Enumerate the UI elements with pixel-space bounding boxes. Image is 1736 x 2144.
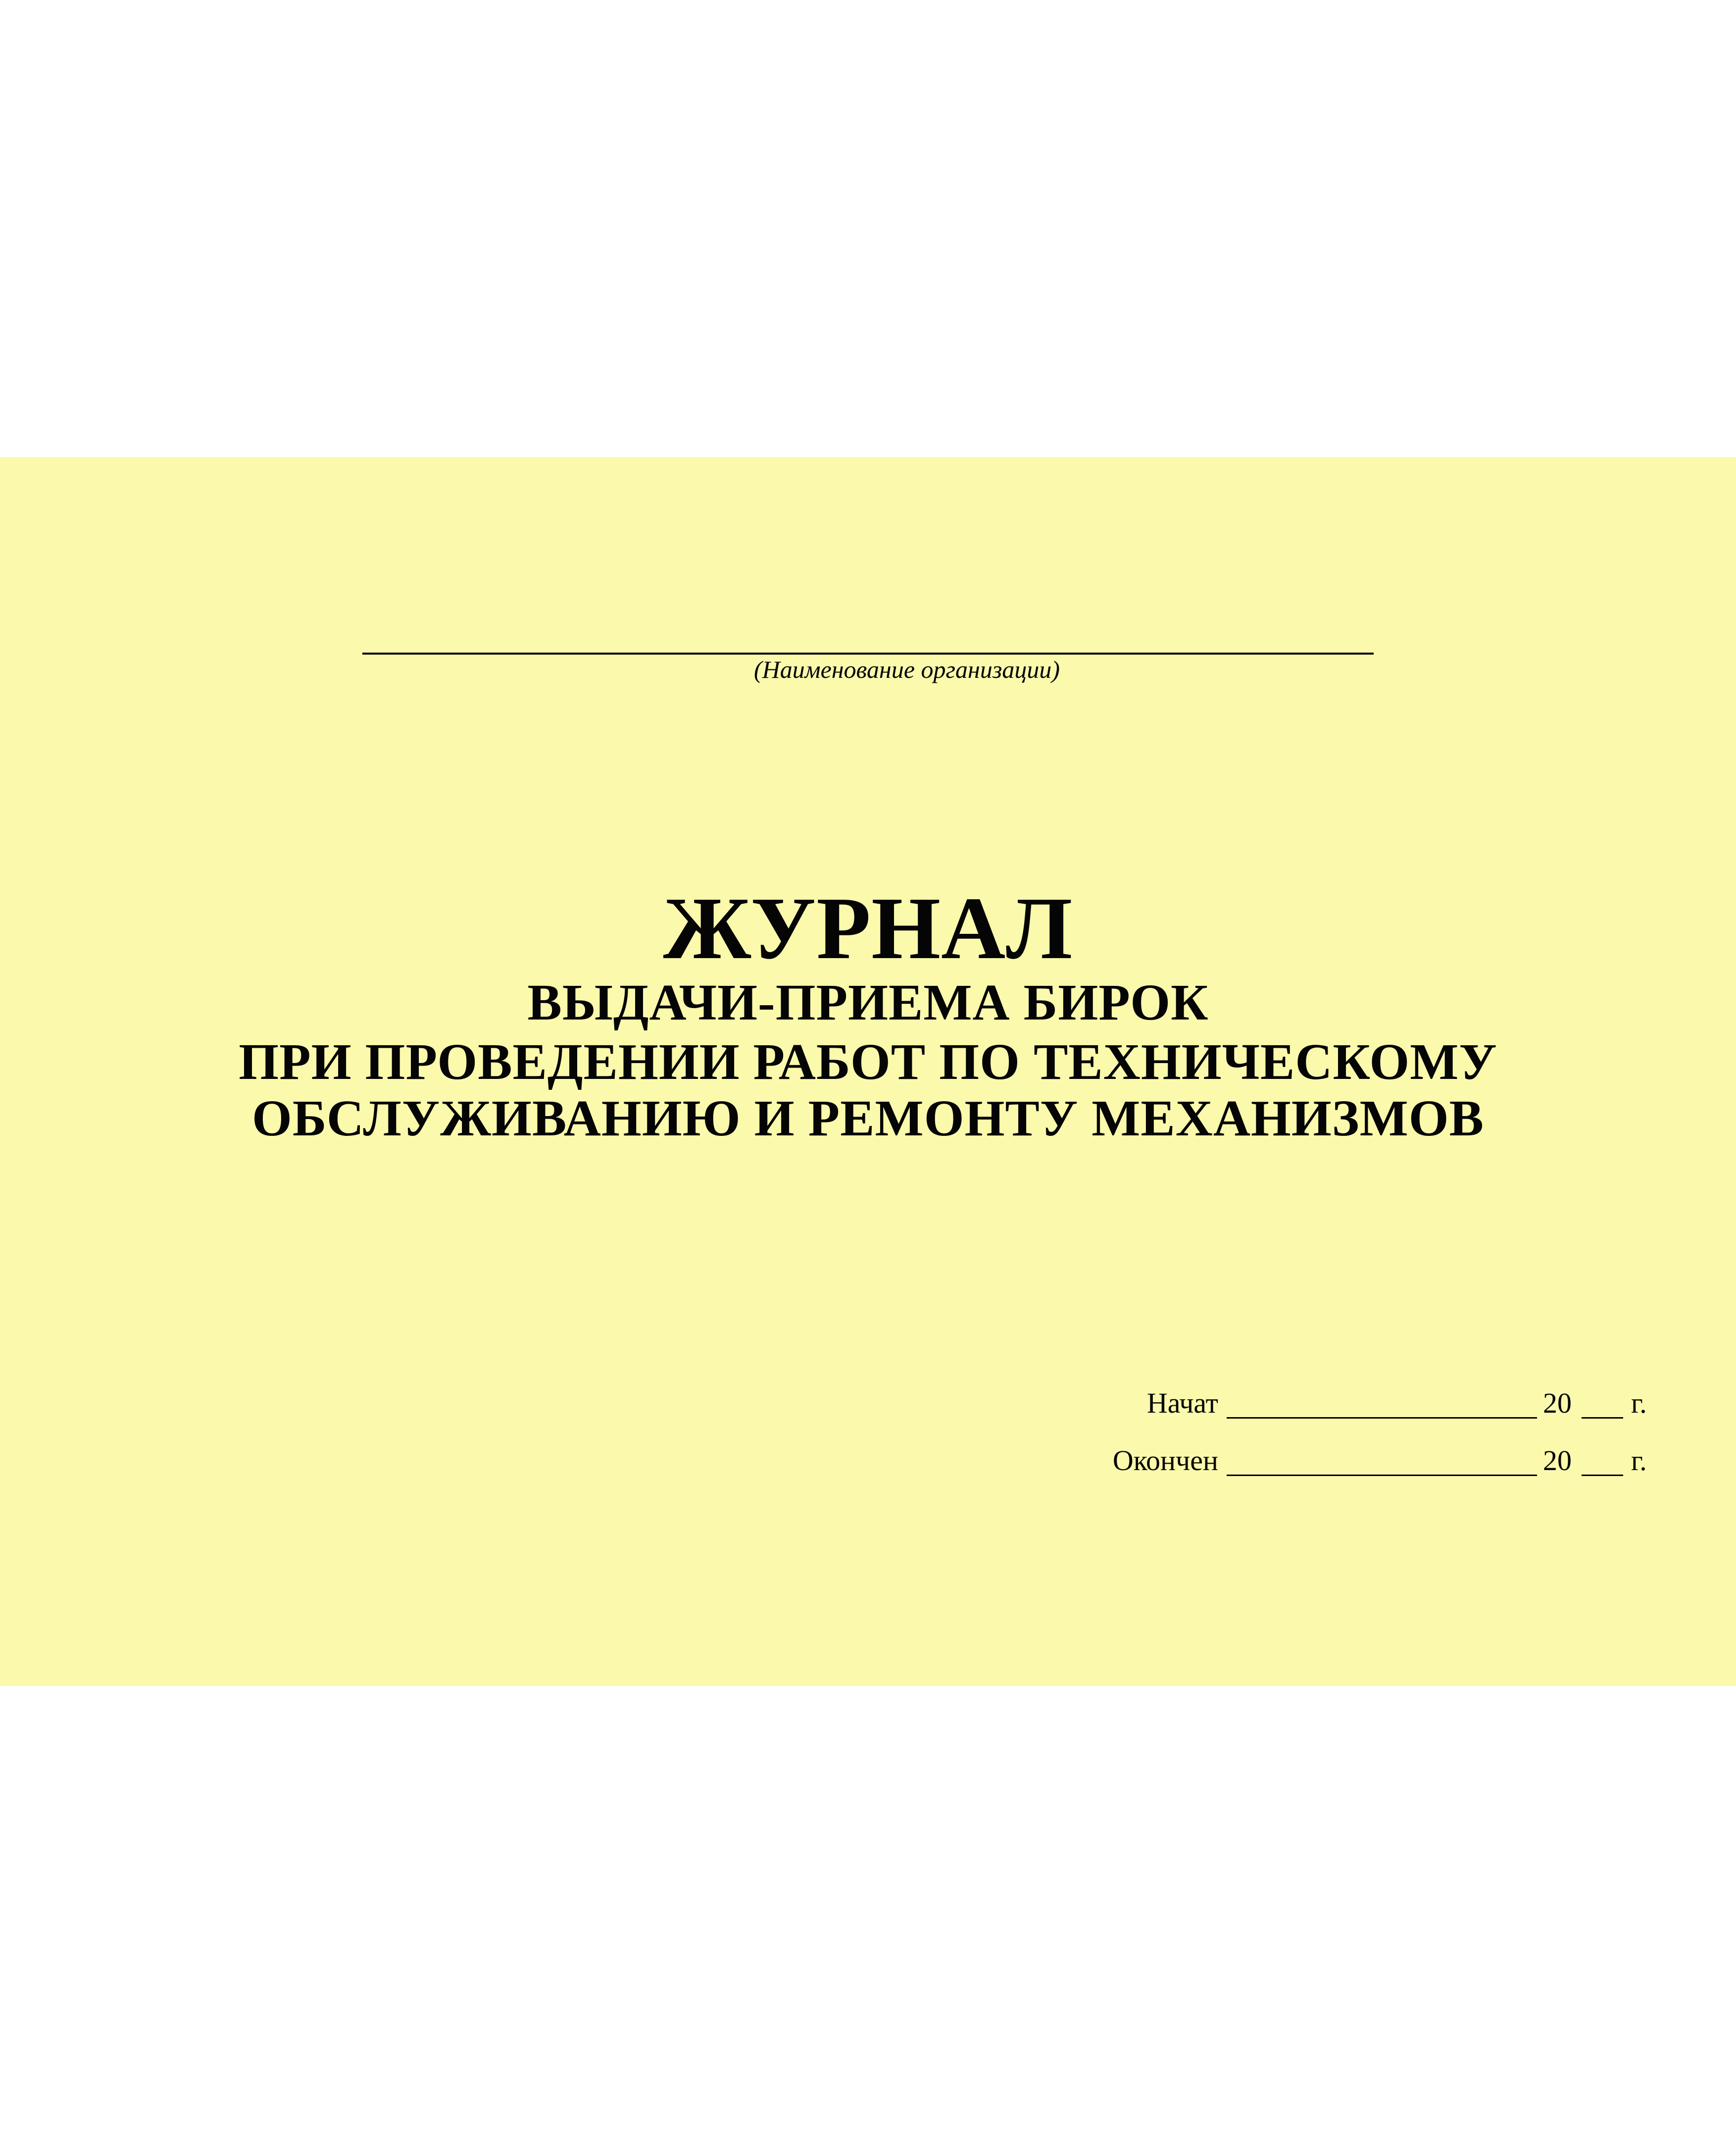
end-date-row (1112, 1444, 1647, 1478)
end-date-label: Окончен (1112, 1444, 1218, 1477)
journal-subtitle-line1: ВЫДАЧИ-ПРИЕМА БИРОК (527, 974, 1209, 1031)
end-year-blank-line (1582, 1475, 1623, 1476)
end-year-suffix: г. (1631, 1444, 1647, 1477)
start-date-blank-line (1227, 1417, 1537, 1419)
organization-name-caption: (Наименование организации) (754, 656, 1060, 683)
journal-subtitle-line2: ПРИ ПРОВЕДЕНИИ РАБОТ ПО ТЕХНИЧЕСКОМУ (239, 1033, 1497, 1090)
start-year-prefix: 20 (1543, 1387, 1572, 1419)
organization-name-blank-line (362, 653, 1374, 655)
start-year-suffix: г. (1631, 1387, 1647, 1419)
start-date-label: Начат (1146, 1387, 1218, 1419)
journal-title: ЖУРНАЛ (663, 879, 1073, 977)
journal-cover-page (0, 457, 1736, 1686)
start-year-blank-line (1582, 1417, 1623, 1419)
start-date-row (1112, 1387, 1647, 1420)
end-year-prefix: 20 (1543, 1444, 1572, 1477)
journal-subtitle-line3: ОБСЛУЖИВАНИЮ И РЕМОНТУ МЕХАНИЗМОВ (251, 1090, 1485, 1147)
end-date-blank-line (1227, 1475, 1537, 1476)
